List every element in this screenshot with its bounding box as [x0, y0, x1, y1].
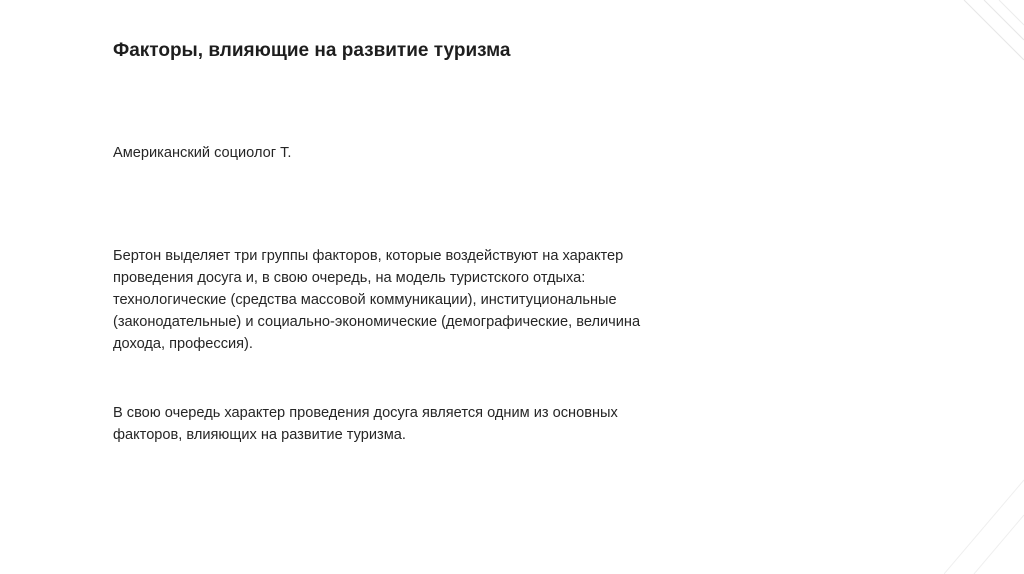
paragraph-factors	[113, 245, 673, 355]
paragraph-line: технологические (средства массовой коммуникации), институциональные	[113, 292, 617, 308]
paragraph-line: проведения досуга и, в свою очередь, на модель туристского отдыха:	[113, 270, 586, 286]
paragraph-line: Бертон выделяет три группы факторов, которые воздействуют на характер	[113, 248, 624, 264]
slide-title: Факторы, влияющие на развитие туризма	[113, 40, 511, 61]
decorative-corner-lines	[944, 0, 1024, 574]
paragraph-line: В свою очередь характер проведения досуга является одним из основных	[113, 405, 618, 421]
paragraph-line: (законодательные) и социально-экономические (демографические, величина	[113, 314, 641, 330]
paragraph-line: дохода, профессия).	[113, 336, 253, 352]
paragraph-line: факторов, влияющих на развитие туризма.	[113, 427, 406, 443]
paragraph-conclusion	[113, 402, 673, 446]
paragraph-intro: Американский социолог Т.	[113, 145, 292, 161]
